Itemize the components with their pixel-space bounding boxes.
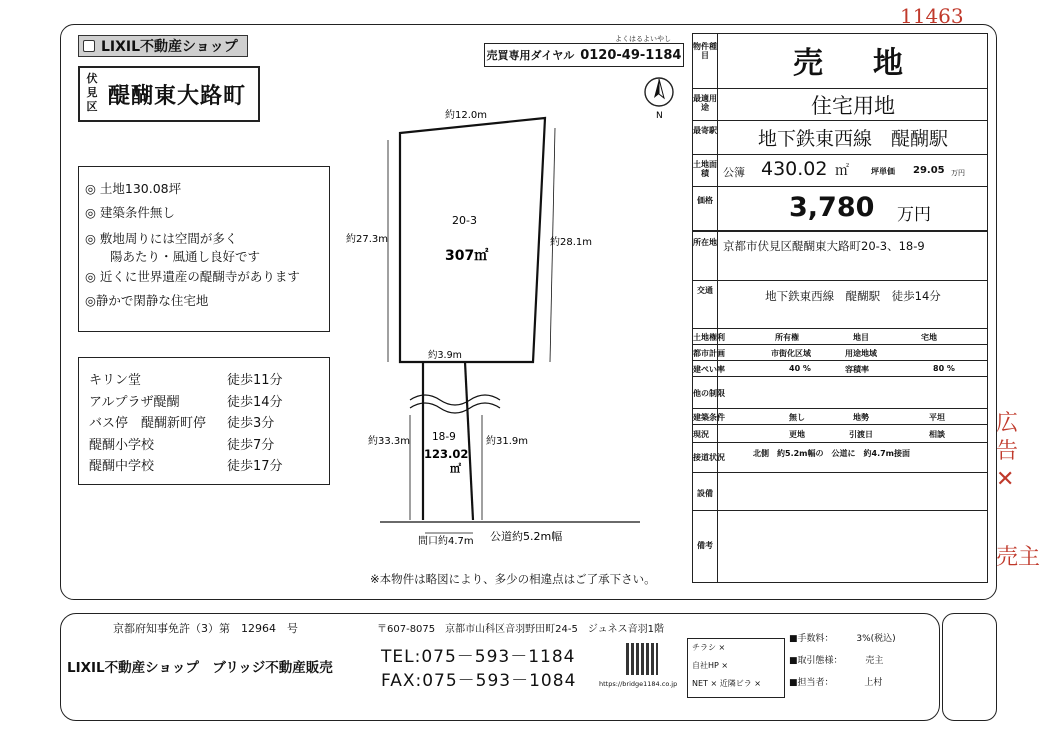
qr-code[interactable] [626, 643, 658, 675]
tsubo-price: 29.05 [913, 165, 945, 176]
facility-row: 醍醐小学校 徒歩7分 [89, 437, 275, 453]
row-handover-label: 引渡日 [849, 430, 873, 439]
row-facilities-label: 設備 [697, 489, 713, 498]
nearby-facilities-box [78, 357, 330, 485]
stamp-box [942, 613, 997, 721]
dim-left-side: 約27.3m [346, 234, 389, 245]
row-terrain-label: 地勢 [853, 413, 869, 422]
row-condition-label: 建築条件 [693, 413, 725, 422]
sales-dial [484, 35, 684, 67]
feature-item: 陽あたり・風通し良好です [85, 249, 261, 264]
row-status-label: 現況 [693, 430, 709, 439]
company-name: LIXIL不動産ショップ ブリッジ不動産販売 [67, 660, 333, 676]
facility-row: キリン堂 徒歩11分 [89, 373, 283, 388]
price-value: 3,780 [789, 192, 875, 223]
traffic-value: 地下鉄東西線 醍醐駅 徒歩14分 [765, 289, 941, 303]
company-logo: LIXIL不動産ショップ [78, 35, 248, 57]
lot-area-path: 123.02 [424, 447, 469, 461]
dial-number: 0120-49-1184 [580, 47, 682, 63]
footer-box [60, 613, 940, 721]
license-number: 京都府知事免許（3）第 12964 号 [113, 622, 298, 635]
tsubo-label: 坪単価 [871, 167, 895, 176]
price-label: 価格 [697, 196, 713, 205]
ward-label: 伏見区 [86, 72, 98, 113]
lot-area-path-unit: ㎡ [450, 462, 461, 475]
feature-item: ◎ 建築条件無し [85, 205, 175, 220]
feature-item: ◎ 近くに世界遺産の醍醐寺があります [85, 269, 300, 284]
row-handover-value: 相談 [929, 430, 945, 439]
land-prefix: 公簿 [723, 166, 745, 179]
station-value: 地下鉄東西線 醍醐駅 [757, 128, 948, 150]
lot-number-main: 20-3 [452, 214, 477, 227]
handwritten-number: 11463 [900, 4, 964, 28]
price-unit: 万円 [897, 205, 931, 225]
address-label: 所在地 [693, 238, 717, 247]
location-box [78, 66, 260, 122]
feature-item: ◎静かで閑静な住宅地 [85, 293, 209, 308]
company-address: 〒607-8075 京都市山科区音羽野田町24-5 ジュネス音羽1階 [377, 624, 665, 635]
row-terrain-value: 平坦 [929, 413, 945, 422]
row-planning-value: 市街化区域 [771, 349, 811, 358]
land-label: 土地面積 [693, 160, 717, 178]
row-rights-value: 所有権 [775, 333, 799, 342]
traffic-label: 交通 [697, 286, 713, 295]
handwritten-note-ad: 広告✕ [996, 411, 1019, 492]
deal-terms: ■手数料： 3%(税込) ■取引態様： 売主 ■担当者： 上村 [789, 634, 896, 688]
feature-item: ◎ 土地130.08坪 [85, 181, 182, 196]
road-width: 公道約5.2m幅 [490, 530, 563, 543]
row-remarks-label: 備考 [697, 541, 713, 550]
facility-row: バス停 醍醐新町停 徒歩3分 [89, 416, 275, 431]
media-checks: チラシ × 自社HP × NET × 近隣ビラ × [687, 638, 785, 698]
tsubo-unit: 万円 [951, 169, 965, 177]
row-restrictions-label: 他の制限 [693, 389, 725, 398]
land-area: 430.02 [761, 158, 828, 180]
row-status-value: 更地 [789, 430, 805, 439]
lot-number-path: 18-9 [432, 431, 456, 443]
row-far-label: 容積率 [845, 365, 869, 374]
dial-mnemonic: よくはるよいやし [615, 35, 671, 43]
company-url[interactable]: https://bridge1184.co.jp [599, 680, 678, 688]
lot-area-main: 307㎡ [445, 248, 489, 264]
row-coverage-value: 40 % [789, 364, 811, 373]
dim-path-left: 約33.3m [368, 436, 411, 447]
main-lot-outline [400, 118, 545, 362]
row-planning-label: 都市計画 [693, 349, 725, 358]
handwritten-note-seller: 売主 [996, 545, 1041, 570]
row-category-value: 宅地 [921, 333, 937, 342]
compass-label: N [656, 111, 663, 121]
dim-right-side: 約28.1m [550, 237, 593, 248]
land-area-unit: ㎡ [835, 163, 849, 179]
company-fax: FAX:075－593－1084 [381, 671, 577, 691]
row-road-value: 北側 約5.2m幅の 公道に 約4.7m接面 [753, 449, 911, 458]
row-far-value: 80 % [933, 364, 955, 373]
row-category-label: 地目 [853, 333, 869, 342]
feature-item: ◎ 敷地周りには空間が多く [85, 231, 238, 246]
plot-diagram [340, 100, 660, 570]
facility-row: 醍醐中学校 徒歩17分 [89, 459, 283, 474]
row-zoning-label: 用途地域 [845, 349, 877, 358]
dim-path-right: 約31.9m [486, 436, 529, 447]
facility-row: アルプラザ醍醐 徒歩14分 [89, 394, 283, 410]
property-spec-table [692, 33, 988, 583]
dim-neck-width: 約3.9m [428, 350, 462, 361]
use-label: 最適用途 [693, 94, 717, 112]
house-icon [83, 40, 95, 52]
row-road-label: 接道状況 [693, 453, 725, 462]
dim-top-width: 約12.0m [445, 110, 488, 121]
row-rights-label: 土地権利 [693, 333, 725, 342]
address-value: 京都市伏見区醍醐東大路町20-3、18-9 [723, 239, 925, 253]
use-value: 住宅用地 [811, 94, 895, 118]
type-label: 物件種目 [693, 42, 717, 60]
dial-label: 売買専用ダイヤル [486, 49, 575, 62]
station-label: 最寄駅 [693, 126, 717, 135]
row-coverage-label: 建ぺい率 [693, 365, 725, 374]
row-condition-value: 無し [789, 413, 805, 422]
company-tel: TEL:075－593－1184 [381, 647, 576, 667]
disclaimer: ※本物件は略図により、多少の相違点はご了承下さい。 [370, 572, 656, 586]
features-box [78, 166, 330, 332]
town-name: 醍醐東大路町 [108, 84, 247, 109]
type-value: 売 地 [793, 46, 913, 81]
dim-frontage: 間口約4.7m [418, 536, 474, 547]
